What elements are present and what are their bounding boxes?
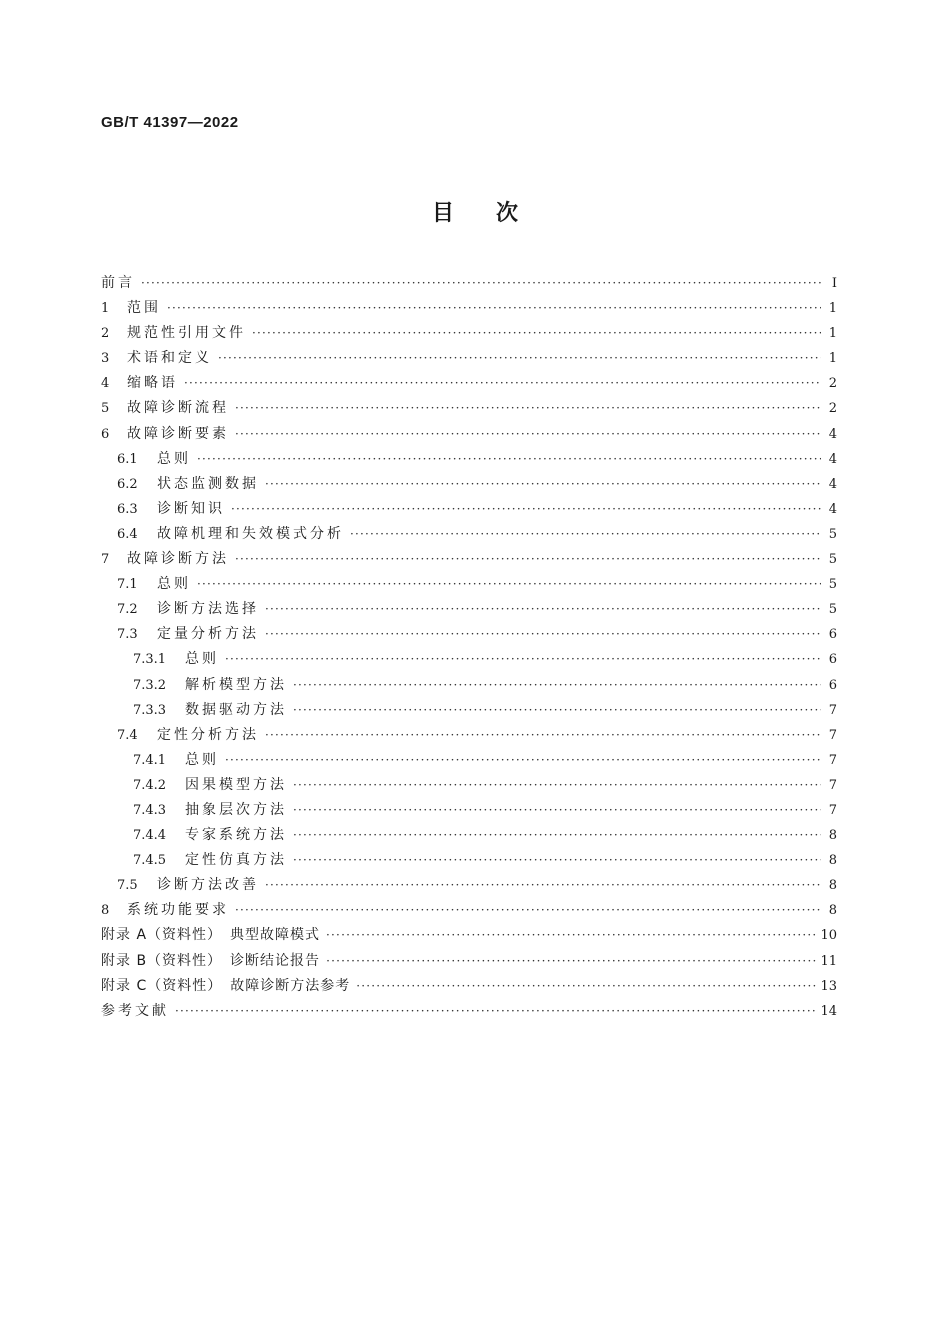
toc-entry[interactable]	[101, 272, 837, 297]
toc-leader-dots	[235, 903, 821, 917]
toc-entry-page: 5	[828, 602, 837, 618]
toc-entry[interactable]	[101, 523, 837, 548]
toc-entry-title: 解析模型方法	[185, 676, 287, 693]
toc-entry-title: 附录 B（资料性） 诊断结论报告	[101, 952, 321, 969]
toc-entry-number: 8	[101, 903, 110, 919]
toc-entry-title: 缩略语	[127, 375, 178, 392]
toc-entry-page: 6	[828, 677, 837, 693]
toc-entry-page: 4	[828, 451, 837, 467]
toc-leader-dots	[225, 652, 821, 666]
toc-leader-dots	[197, 577, 821, 591]
toc-entry-number: 7.4.3	[133, 802, 167, 818]
toc-entry-page: 11	[820, 953, 837, 969]
toc-leader-dots	[265, 728, 821, 742]
toc-entry-number: 3	[101, 351, 110, 367]
toc-entry-number: 7.4.2	[133, 777, 167, 793]
toc-entry-page: 7	[828, 777, 837, 793]
toc-entry-number: 7.5	[117, 878, 138, 894]
toc-entry-number: 7	[101, 552, 110, 568]
toc-entry-page: 1	[828, 351, 837, 367]
standard-code: GB/T 41397—2022	[101, 114, 239, 131]
toc-entry-number: 2	[101, 326, 110, 342]
toc-entry-page: 7	[828, 802, 837, 818]
toc-entry-number: 7.4	[117, 727, 138, 743]
toc-entry-title: 术语和定义	[127, 350, 212, 367]
toc-entry-page: 8	[828, 878, 837, 894]
toc-leader-dots	[231, 502, 821, 516]
toc-entry-page: 4	[828, 476, 837, 492]
toc-entry-number: 7.4.1	[133, 752, 167, 768]
toc-entry-page: 7	[828, 752, 837, 768]
toc-entry-title: 诊断方法改善	[157, 877, 259, 894]
toc-entry-title: 故障机理和失效模式分析	[157, 525, 344, 542]
toc-entry-page: 6	[828, 652, 837, 668]
toc-entry[interactable]	[101, 774, 837, 799]
toc-leader-dots	[265, 477, 821, 491]
toc-leader-dots	[225, 753, 821, 767]
toc-entry[interactable]	[101, 950, 837, 975]
toc-entry-page: 4	[828, 426, 837, 442]
toc-leader-dots	[293, 828, 821, 842]
toc-entry-title: 范围	[127, 300, 161, 317]
toc-leader-dots	[252, 326, 821, 340]
toc-entry[interactable]	[101, 297, 837, 322]
toc-entry-title: 故障诊断要素	[127, 425, 229, 442]
toc-entry-number: 6.2	[117, 476, 138, 492]
toc-leader-dots	[265, 627, 821, 641]
toc-entry[interactable]	[101, 874, 837, 899]
toc-entry[interactable]	[101, 799, 837, 824]
toc-entry-page: 5	[828, 526, 837, 542]
toc-entry[interactable]	[101, 648, 837, 673]
toc-entry-number: 6.1	[117, 451, 138, 467]
toc-entry-title: 定性仿真方法	[185, 852, 287, 869]
toc-entry-title: 抽象层次方法	[185, 801, 287, 818]
toc-entry-title: 定性分析方法	[157, 726, 259, 743]
toc-leader-dots	[293, 703, 821, 717]
toc-entry[interactable]	[101, 473, 837, 498]
toc-entry[interactable]	[101, 573, 837, 598]
table-of-contents	[101, 272, 837, 1025]
toc-entry-page: 7	[828, 702, 837, 718]
toc-entry-page: Ⅰ	[831, 276, 837, 291]
toc-entry-title: 总则	[185, 751, 219, 768]
toc-entry-title: 总则	[185, 651, 219, 668]
toc-entry-number: 6	[101, 426, 110, 442]
toc-leader-dots	[167, 301, 821, 315]
toc-entry[interactable]	[101, 448, 837, 473]
toc-entry[interactable]	[101, 674, 837, 699]
toc-entry-page: 5	[828, 577, 837, 593]
toc-entry-number: 7.4.5	[133, 853, 167, 869]
toc-entry-page: 2	[828, 376, 837, 392]
toc-leader-dots	[265, 878, 821, 892]
toc-entry-number: 6.3	[117, 501, 138, 517]
toc-entry-title: 规范性引用文件	[127, 325, 246, 342]
toc-entry[interactable]	[101, 724, 837, 749]
toc-leader-dots	[197, 452, 821, 466]
toc-leader-dots	[175, 1004, 816, 1018]
toc-entry-page: 1	[828, 326, 837, 342]
toc-entry-page: 5	[828, 552, 837, 568]
toc-entry-title: 故障诊断方法	[127, 551, 229, 568]
toc-leader-dots	[293, 678, 821, 692]
toc-entry-number: 6.4	[117, 526, 138, 542]
toc-leader-dots	[184, 376, 821, 390]
toc-entry[interactable]	[101, 824, 837, 849]
toc-entry-page: 14	[820, 1003, 837, 1019]
toc-entry[interactable]	[101, 924, 837, 949]
toc-leader-dots	[293, 778, 821, 792]
toc-entry-number: 7.3.3	[133, 702, 167, 718]
toc-entry-page: 4	[828, 501, 837, 517]
toc-entry-title: 诊断知识	[157, 500, 225, 517]
toc-entry-page: 8	[828, 853, 837, 869]
toc-entry[interactable]	[101, 322, 837, 347]
toc-entry[interactable]	[101, 1000, 837, 1025]
toc-entry-title: 附录 C（资料性） 故障诊断方法参考	[101, 977, 351, 994]
toc-entry-title: 数据驱动方法	[185, 701, 287, 718]
toc-leader-dots	[235, 427, 821, 441]
toc-leader-dots	[356, 979, 816, 993]
toc-entry-page: 10	[820, 928, 837, 944]
toc-entry-title: 定量分析方法	[157, 626, 259, 643]
toc-entry-number: 7.3	[117, 627, 138, 643]
toc-leader-dots	[218, 351, 821, 365]
toc-entry-title: 附录 A（资料性） 典型故障模式	[101, 927, 321, 944]
toc-entry-title: 参考文献	[101, 1002, 169, 1019]
toc-leader-dots	[326, 928, 816, 942]
toc-leader-dots	[293, 803, 821, 817]
toc-entry[interactable]	[101, 423, 837, 448]
toc-entry-page: 8	[828, 903, 837, 919]
toc-entry-title: 诊断方法选择	[157, 601, 259, 618]
toc-entry-number: 5	[101, 401, 110, 417]
toc-entry[interactable]	[101, 598, 837, 623]
toc-entry[interactable]	[101, 372, 837, 397]
toc-entry-title: 专家系统方法	[185, 827, 287, 844]
toc-entry[interactable]	[101, 548, 837, 573]
page-title: 目次	[431, 201, 560, 226]
toc-entry-title: 总则	[157, 450, 191, 467]
toc-entry-title: 状态监测数据	[157, 475, 259, 492]
toc-entry-number: 7.3.1	[133, 652, 167, 668]
toc-entry[interactable]	[101, 849, 837, 874]
toc-entry-number: 1	[101, 301, 110, 317]
toc-leader-dots	[265, 602, 821, 616]
toc-entry-title: 因果模型方法	[185, 776, 287, 793]
toc-entry-page: 2	[828, 401, 837, 417]
toc-entry-number: 7.1	[117, 577, 138, 593]
toc-entry-page: 8	[828, 828, 837, 844]
toc-entry-number: 7.4.4	[133, 828, 167, 844]
toc-leader-dots	[141, 276, 821, 290]
toc-leader-dots	[235, 401, 821, 415]
toc-entry-page: 6	[828, 627, 837, 643]
toc-entry-number: 7.2	[117, 602, 138, 618]
toc-leader-dots	[350, 527, 821, 541]
toc-entry[interactable]	[101, 699, 837, 724]
toc-entry-title: 故障诊断流程	[127, 400, 229, 417]
toc-entry-number: 4	[101, 376, 110, 392]
toc-entry[interactable]	[101, 397, 837, 422]
toc-leader-dots	[235, 552, 821, 566]
toc-entry[interactable]	[101, 899, 837, 924]
toc-entry-page: 7	[828, 727, 837, 743]
toc-entry-number: 7.3.2	[133, 677, 167, 693]
toc-leader-dots	[326, 954, 816, 968]
toc-entry[interactable]	[101, 975, 837, 1000]
toc-entry-title: 前言	[101, 275, 135, 291]
toc-entry-title: 系统功能要求	[127, 902, 229, 919]
toc-entry-page: 13	[820, 978, 837, 994]
toc-entry-page: 1	[828, 301, 837, 317]
toc-entry[interactable]	[101, 749, 837, 774]
toc-entry[interactable]	[101, 347, 837, 372]
toc-entry[interactable]	[101, 498, 837, 523]
toc-leader-dots	[293, 853, 821, 867]
toc-entry[interactable]	[101, 623, 837, 648]
toc-entry-title: 总则	[157, 576, 191, 593]
